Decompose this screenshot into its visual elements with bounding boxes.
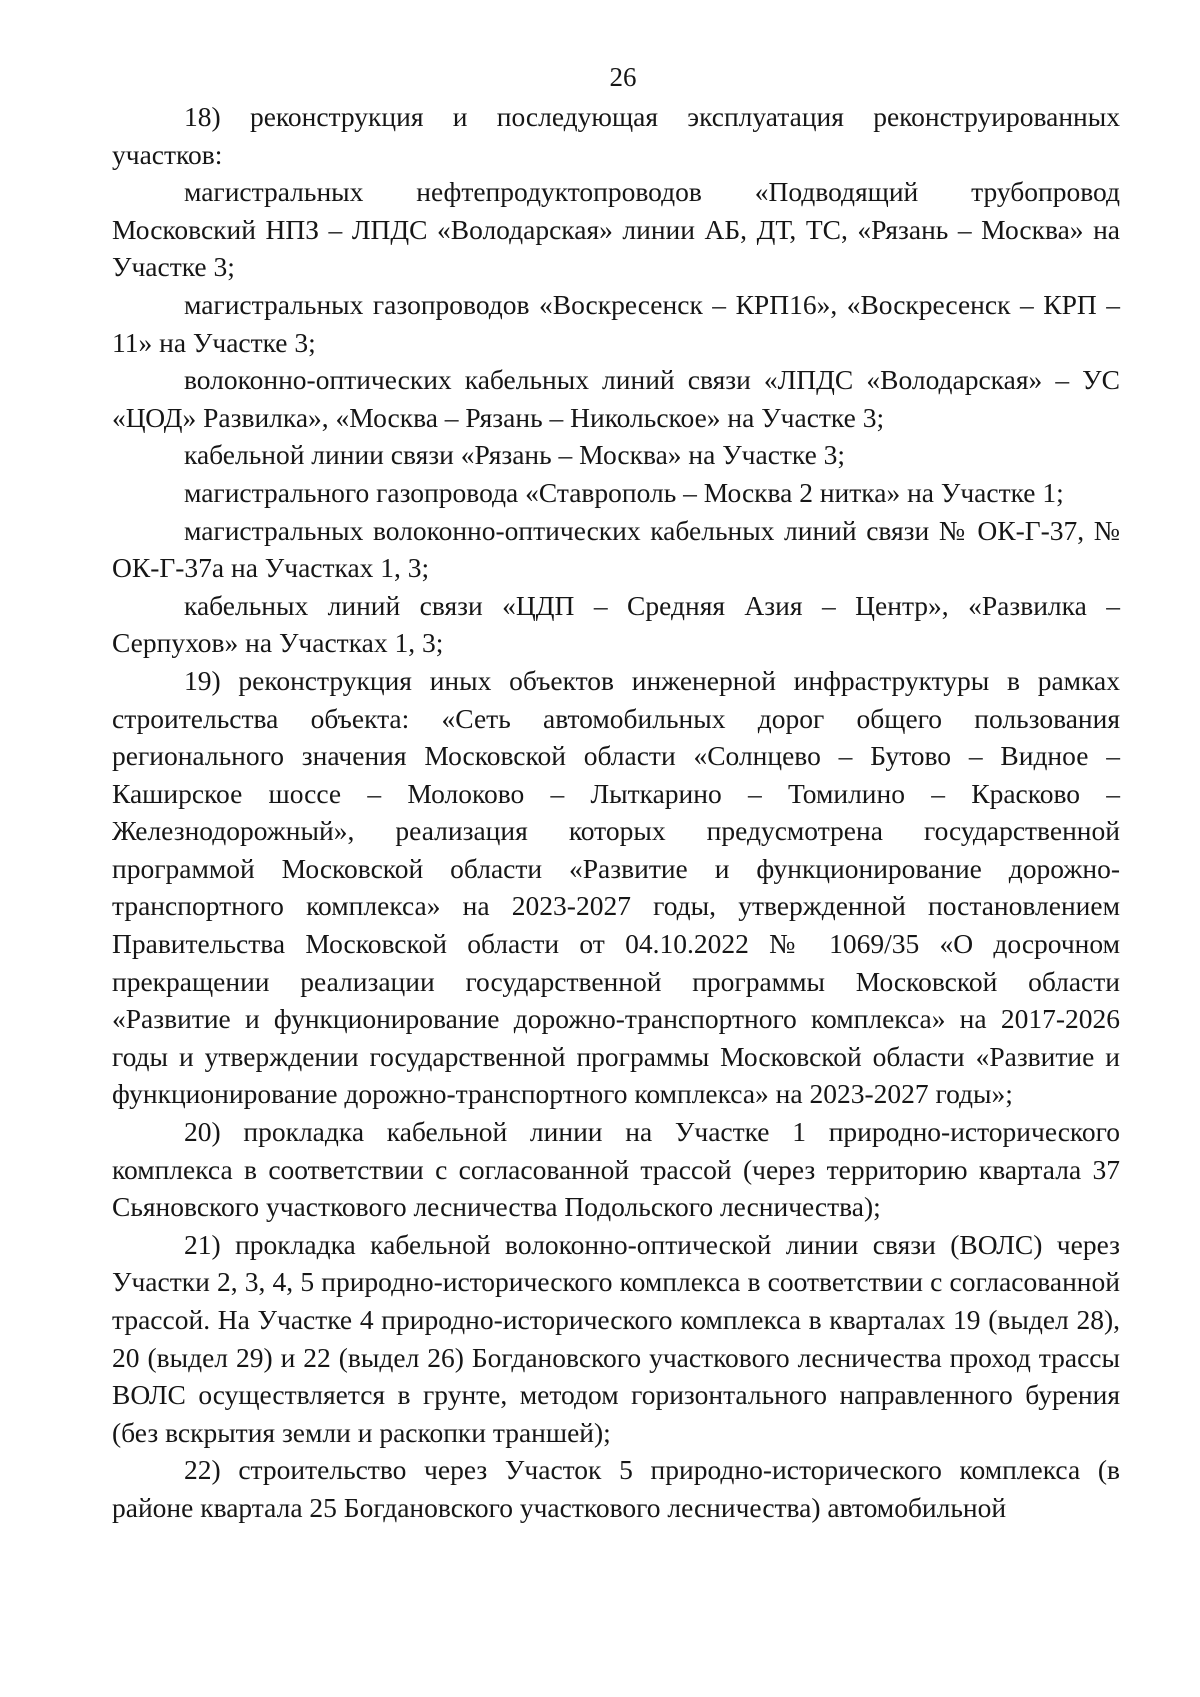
paragraph-item-19: 19) реконструкция иных объектов инженерной инфраструктуры в рамках строительства объекта: «Сеть автомобильных дорог общего пользования регионального значения Московской области «Солнцево – Бутово – Видное – Каширское шоссе – Молоково – Лыткарино – Томилино – Красково – Железнодорожный», реализация которых предусмотрена государственной программой Московской области «Развитие и функционирование дорожно-транспортного комплекса» на 2023-2027 годы, утвержденной постановлением Правительства Московской области от 04.10.2022 № 1069/35 «О досрочном прекращении реализации государственной программы Московской области «Развитие и функционирование дорожно-транспортного комплекса» на 2017-2026 годы и утверждении государственной программы Московской области «Развитие и функционирование дорожно-транспортного комплекса» на 2023-2027 годы»; — [112, 664, 1120, 1110]
paragraph-cable-line-ryazan-moscow: кабельной линии связи «Рязань – Москва» на Участке 3; — [184, 439, 846, 471]
paragraph-gas-pipeline-stavropol: магистрального газопровода «Ставрополь – Москва 2 нитка» на Участке 1; — [184, 476, 1064, 508]
page-number: 26 — [609, 62, 637, 92]
paragraph-item-18: 18) реконструкция и последующая эксплуатация реконструированных участков: — [112, 101, 1120, 170]
document-page — [112, 62, 1120, 1527]
paragraph-fiber-optic-lines: волоконно-оптических кабельных линий связи «ЛПДС «Володарская» – УС «ЦОД» Развилка», «Москва – Рязань – Никольское» на Участке 3; — [112, 364, 1120, 433]
paragraph-item-22: 22) строительство через Участок 5 природно-исторического комплекса (в районе квартала 25 Богдановского участкового лесничества) автомобильной — [112, 1454, 1120, 1523]
paragraph-main-fiber-lines: магистральных волоконно-оптических кабельных линий связи № ОК-Г-37, № ОК-Г-37а на Участках 1, 3; — [112, 514, 1120, 584]
paragraph-gas-pipelines: магистральных газопроводов «Воскресенск – КРП16», «Воскресенск – КРП – 11» на Участке 3; — [112, 288, 1120, 358]
paragraph-cable-lines-cdp: кабельных линий связи «ЦДП – Средняя Азия – Центр», «Развилка – Серпухов» на Участках 1, 3; — [112, 589, 1120, 659]
paragraph-oil-pipelines: магистральных нефтепродуктопроводов «Подводящий трубопровод Московский НПЗ – ЛПДС «Володарская» линии АБ, ДТ, ТС, «Рязань – Москва» на Участке 3; — [112, 176, 1120, 283]
paragraph-item-20: 20) прокладка кабельной линии на Участке 1 природно-исторического комплекса в соответствии с согласованной трассой (через территорию квартала 37 Сьяновского участкового лесничества Подольского лесничества); — [112, 1116, 1120, 1223]
paragraph-item-21: 21) прокладка кабельной волоконно-оптической линии связи (ВОЛС) через Участки 2, 3, 4, 5 природно-исторического комплекса в соответствии с согласованной трассой. На Участке 4 природно-исторического комплекса в кварталах 19 (выдел 28), 20 (выдел 29) и 22 (выдел 26) Богдановского участкового лесничества проход трассы ВОЛС осуществляется в грунте, методом горизонтального направленного бурения (без вскрытия земли и раскопки траншей); — [112, 1228, 1120, 1448]
